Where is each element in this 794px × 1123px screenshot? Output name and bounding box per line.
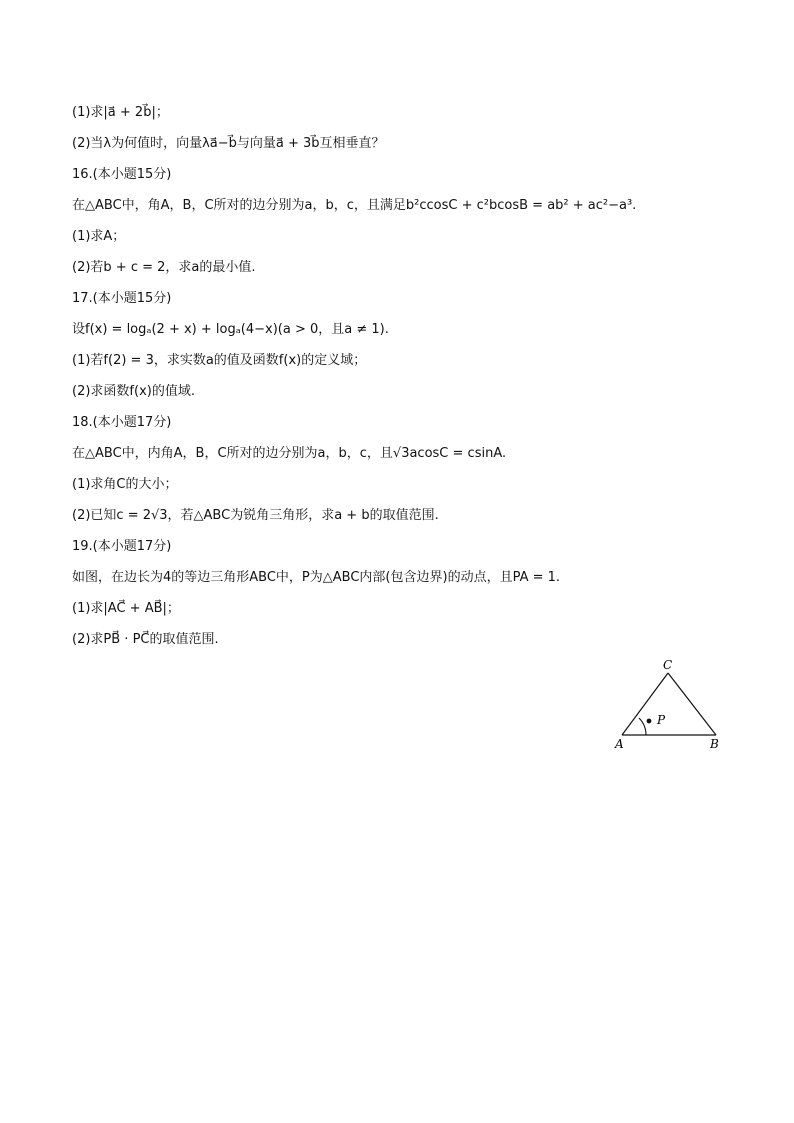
label-b: B (710, 737, 719, 751)
q17-heading: 17.(本小题15分) (72, 291, 172, 306)
q18-part2: (2)已知c = 2√3，若△ABC为锐角三角形，求a + b的取值范围. (72, 508, 439, 523)
side-bc (668, 673, 716, 735)
label-a: A (615, 737, 624, 751)
q19-part2: (2)求PB⃗ · PC⃗的取值范围. (72, 632, 219, 647)
q18-part1: (1)求角C的大小； (72, 477, 178, 492)
triangle-figure (610, 655, 740, 755)
q18-heading: 18.(本小题17分) (72, 415, 172, 430)
arc-around-a (639, 718, 646, 735)
q16-part1: (1)求A； (72, 229, 126, 244)
q15-part1: (1)求|a⃗ + 2b⃗|； (72, 105, 169, 120)
label-c: C (663, 658, 673, 672)
q19-heading: 19.(本小题17分) (72, 539, 172, 554)
q18-statement: 在△ABC中，内角A，B，C所对的边分别为a，b，c，且√3acosC = csinA. (72, 446, 507, 461)
q17-part2: (2)求函数f(x)的值域. (72, 384, 195, 399)
q15-part2: (2)当λ为何值时，向量λa⃗−b⃗与向量a⃗ + 3b⃗互相垂直？ (72, 136, 385, 151)
q19-part1: (1)求|AC⃗ + AB⃗|； (72, 601, 180, 616)
q17-statement: 设f(x) = logₐ(2 + x) + logₐ(4−x)(a > 0，且a ≠ 1). (72, 322, 389, 337)
q19-statement: 如图，在边长为4的等边三角形ABC中，P为△ABC内部(包含边界)的动点，且PA = 1. (72, 570, 561, 585)
q16-statement: 在△ABC中，角A，B，C所对的边分别为a，b，c，且满足b²ccosC + c²bcosB = ab² + ac²−a³. (72, 198, 637, 213)
point-p (647, 719, 652, 724)
q16-heading: 16.(本小题15分) (72, 167, 172, 182)
q16-part2: (2)若b + c = 2，求a的最小值. (72, 260, 256, 275)
label-p: P (657, 713, 666, 727)
q17-part1: (1)若f(2) = 3，求实数a的值及函数f(x)的定义域； (72, 353, 367, 368)
